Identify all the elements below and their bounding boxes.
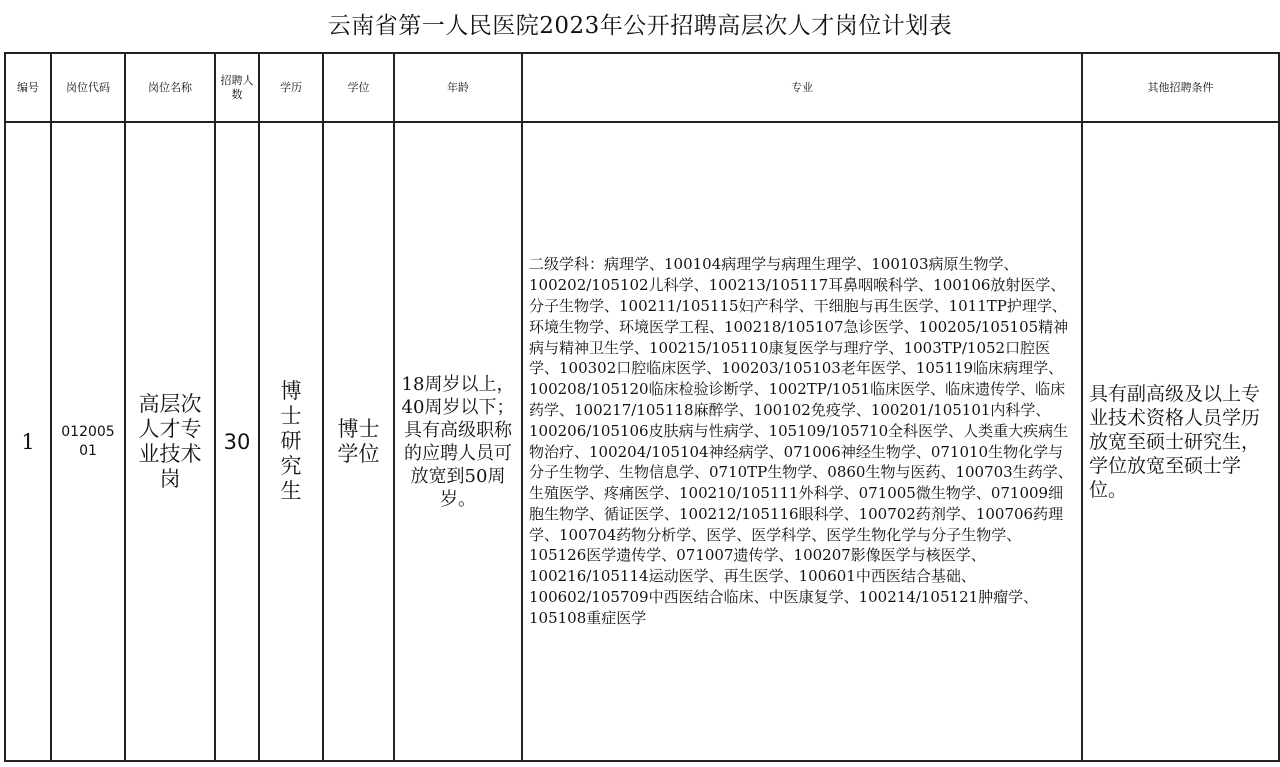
- header-count: 招聘人数: [215, 53, 259, 122]
- table-header-row: [5, 53, 1279, 122]
- header-major: 专业: [522, 53, 1082, 122]
- header-degree: 学位: [323, 53, 394, 122]
- cell-count: 30: [215, 122, 259, 761]
- header-number: 编号: [5, 53, 51, 122]
- header-age: 年龄: [394, 53, 522, 122]
- header-education: 学历: [259, 53, 323, 122]
- cell-code: 01200501: [51, 122, 125, 761]
- recruitment-plan-table: [4, 52, 1280, 762]
- cell-number: 1: [5, 122, 51, 761]
- header-other: 其他招聘条件: [1082, 53, 1279, 122]
- cell-education: 博士研究生: [259, 122, 323, 761]
- table-row: [5, 122, 1279, 761]
- header-code: 岗位代码: [51, 53, 125, 122]
- cell-degree: 博士学位: [323, 122, 394, 761]
- cell-name: 高层次人才专业技术岗: [125, 122, 215, 761]
- header-name: 岗位名称: [125, 53, 215, 122]
- cell-age: 18周岁以上，40周岁以下；具有高级职称的应聘人员可放宽到50周岁。: [394, 122, 522, 761]
- page-title: 云南省第一人民医院2023年公开招聘高层次人才岗位计划表: [327, 13, 953, 39]
- cell-major: 二级学科：病理学、100104病理学与病理生理学、100103病原生物学、100202/105102儿科学、100213/105117耳鼻咽喉科学、100106放射医学、分子生物学、100211/105115妇产科学、干细胞与再生医学、1011TP护理学、环境生物学、环境医学工程、100218/105107急诊医学、100205/105105精神病与精神卫生学、100215/105110康复医学与理疗学、1003TP/1052口腔医学、100302口腔临床医学、100203/105103老年医学、105119临床病理学、100208/105120临床检验诊断学、1002TP/1051临床医学、临床遗传学、临床药学、100217/105118麻醉学、100102免疫学、100201/105101内科学、100206/105106皮肤病与性病学、105109/105710全科医学、人类重大疾病生物治疗、100204/105104神经病学、071006神经生物学、071010生物化学与分子生物学、生物信息学、0710TP生物学、0860生物与医药、100703生药学、生殖医学、疼痛医学、100210/105111外科学、071005微生物学、071009细胞生物学、循证医学、100212/105116眼科学、100702药剂学、100706药理学、100704药物分析学、医学、医学科学、医学生物化学与分子生物学、105126医学遗传学、071007遗传学、100207影像医学与核医学、100216/105114运动医学、再生医学、100601中西医结合基础、100602/105709中西医结合临床、中医康复学、100214/105121肿瘤学、105108重症医学: [522, 122, 1082, 761]
- cell-other: 具有副高级及以上专业技术资格人员学历放宽至硕士研究生，学位放宽至硕士学位。: [1082, 122, 1279, 761]
